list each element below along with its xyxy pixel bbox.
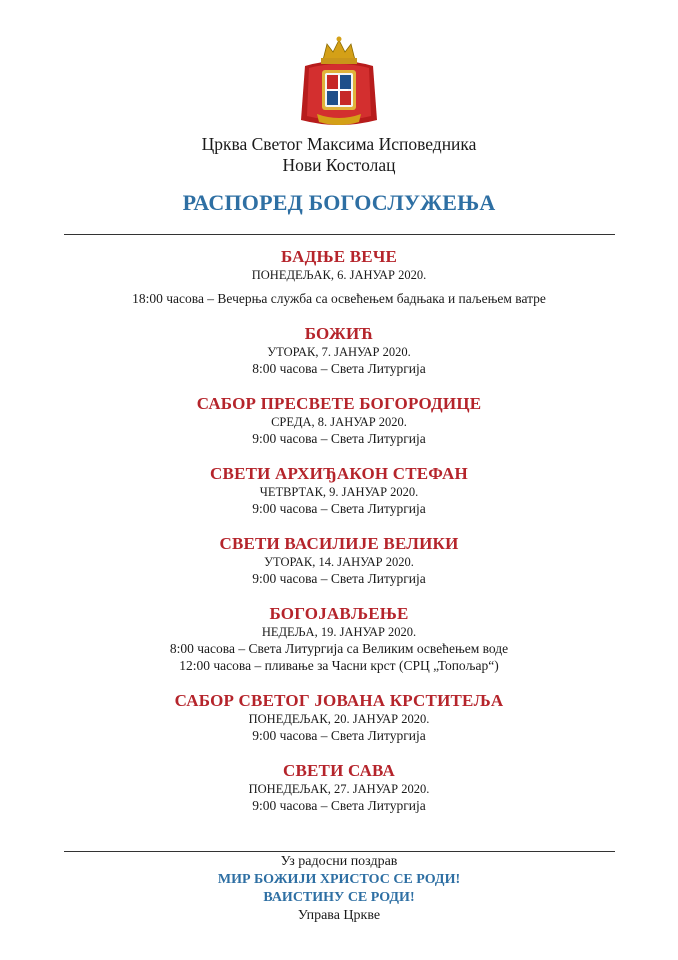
event-date: УТОРАК, 14. ЈАНУАР 2020. bbox=[264, 555, 414, 569]
event-title: БОГОЈАВЉЕЊЕ bbox=[269, 604, 409, 623]
event-title: СВЕТИ ВАСИЛИЈЕ ВЕЛИКИ bbox=[219, 534, 459, 553]
event-badnje-vece bbox=[0, 247, 678, 307]
footer bbox=[0, 853, 678, 925]
event-title: СВЕТИ САВА bbox=[282, 761, 396, 780]
event-service-line: 8:00 часова – Света Литургија са Великим освећењем воде bbox=[169, 641, 509, 656]
event-stefan bbox=[0, 464, 678, 517]
event-date: ПОНЕДЕЉАК, 6. ЈАНУАР 2020. bbox=[251, 268, 427, 282]
event-service-line: 9:00 часова – Света Литургија bbox=[252, 571, 426, 586]
event-date: ПОНЕДЕЉАК, 20. ЈАНУАР 2020. bbox=[248, 712, 430, 726]
footer-signature: Управа Цркве bbox=[297, 908, 381, 923]
event-sava bbox=[0, 761, 678, 814]
footer-blessing-2: ВАИСТИНУ СЕ РОДИ! bbox=[263, 890, 415, 905]
event-service-line: 9:00 часова – Света Литургија bbox=[252, 431, 426, 446]
events-list bbox=[0, 247, 678, 831]
event-title: СВЕТИ АРХИЂАКОН СТЕФАН bbox=[210, 464, 468, 483]
event-service-line: 9:00 часова – Света Литургија bbox=[252, 798, 426, 813]
event-date: СРЕДА, 8. ЈАНУАР 2020. bbox=[271, 415, 407, 429]
event-title: БАДЊЕ ВЕЧЕ bbox=[280, 247, 398, 266]
event-bogojavljenje bbox=[0, 604, 678, 674]
event-service-line: 12:00 часова – пливање за Часни крст (СРЦ „Топољар“) bbox=[179, 658, 499, 673]
event-date: УТОРАК, 7. ЈАНУАР 2020. bbox=[267, 345, 411, 359]
event-vasilije bbox=[0, 534, 678, 587]
top-divider bbox=[64, 234, 615, 235]
event-service-line: 18:00 часова – Вечерња служба са освећењем бадњака и паљењем ватре bbox=[132, 291, 546, 306]
event-service-line: 8:00 часова – Света Литургија bbox=[252, 361, 426, 376]
event-date: ЧЕТВРТАК, 9. ЈАНУАР 2020. bbox=[259, 485, 419, 499]
footer-greeting: Уз радосни поздрав bbox=[280, 854, 398, 869]
event-title: САБОР ПРЕСВЕТЕ БОГОРОДИЦЕ bbox=[196, 394, 482, 413]
event-date: ПОНЕДЕЉАК, 27. ЈАНУАР 2020. bbox=[248, 782, 430, 796]
page-title: РАСПОРЕД БОГОСЛУЖЕЊА bbox=[182, 190, 496, 215]
church-name-line1: Црква Светог Максима Исповедника bbox=[201, 134, 477, 154]
event-service-line: 9:00 часова – Света Литургија bbox=[252, 728, 426, 743]
church-name-line2: Нови Костолац bbox=[282, 155, 396, 175]
event-date: НЕДЕЉА, 19. ЈАНУАР 2020. bbox=[261, 625, 417, 639]
event-jovan bbox=[0, 691, 678, 744]
church-name bbox=[0, 134, 678, 176]
event-title: САБОР СВЕТОГ ЈОВАНА КРСТИТЕЉА bbox=[174, 691, 504, 710]
event-sabor-bogorodice bbox=[0, 394, 678, 447]
event-title: БОЖИЋ bbox=[304, 324, 374, 343]
bottom-divider bbox=[64, 851, 615, 852]
church-coat-of-arms-icon bbox=[297, 36, 381, 128]
event-bozic bbox=[0, 324, 678, 377]
footer-blessing-1: МИР БОЖИЈИ ХРИСТОС СЕ РОДИ! bbox=[217, 872, 461, 887]
event-service-line: 9:00 часова – Света Литургија bbox=[252, 501, 426, 516]
